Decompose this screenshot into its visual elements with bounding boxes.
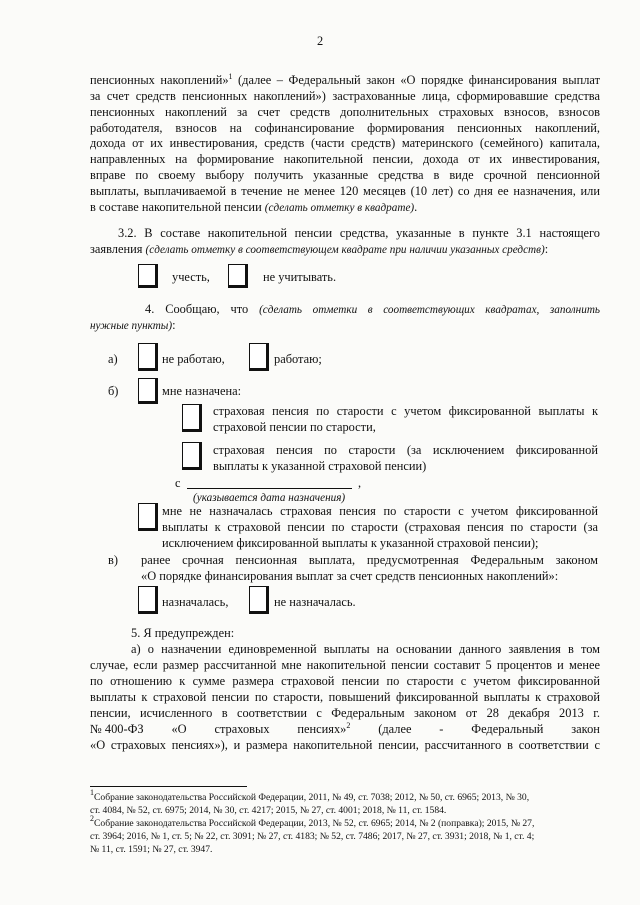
footnote-separator — [90, 786, 247, 787]
intro-line-4: работодателя, взносов на софинансирование формирования пенсионных накоплений, — [90, 121, 600, 135]
intro-line-6: направленных на формирование накопительной пенсии, дохода от их инвестирования, — [90, 152, 600, 166]
section-3-2-line-2: заявления (сделать отметку в соответствующем квадрате при наличии указанных средств): — [90, 242, 549, 256]
section-5-line-4: выплаты к страховой пенсии по старости, повышений фиксированной выплаты к страховой — [90, 690, 600, 704]
section-5-line-7: «О страховых пенсиях»), и размера накопительной пенсии, рассчитанного в соответствии с — [90, 738, 600, 752]
section-5-line-3: по отношению к сумме размера страховой пенсии по старости с учетом фиксированной — [90, 674, 600, 688]
footnote-2-line-2: ст. 3964; 2016, № 1, ст. 5; № 22, ст. 3091; № 27, ст. 4183; № 52, ст. 7486; 2017, № 27, ст. 3931; 2018, № 1, ст. 4; — [90, 831, 535, 842]
label-include: учесть, — [172, 270, 210, 284]
pension-without-fixed-line-2: выплаты к указанной страховой пенсии) — [213, 459, 427, 473]
checkbox-working[interactable] — [249, 343, 269, 371]
not-assigned-line-2: выплаты к страховой пенсии по старости (страховая пенсия по старости (за — [162, 520, 598, 534]
section-4-line-2: нужные пункты): — [90, 318, 176, 332]
date-hint: (указывается дата назначения) — [193, 492, 346, 504]
label-assigned: мне назначена: — [162, 384, 242, 398]
checkbox-was-assigned[interactable] — [138, 586, 158, 614]
label-not-include: не учитывать. — [263, 270, 337, 284]
intro-line-5: дохода от их инвестирования, средств (части средств) материнского (семейного) капитала, — [90, 136, 600, 150]
footnote-1-line-1: $^1$Собрание законодательства Российской Федерации, 2011, № 49, ст. 7038; 2012, № 50, ст. 6965; 2013, № 30, — [90, 788, 530, 803]
label-was-not-assigned: не назначалась. — [274, 595, 356, 609]
intro-line-7: вправе по своему выбору получить указанные средства в виде срочной пенсионной — [90, 168, 600, 182]
intro-line-2: за счет средств пенсионных накоплений») застрахованные лица, сформировавшие средства — [90, 89, 600, 103]
label-was-assigned: назначалась, — [162, 595, 229, 609]
checkbox-pension-with-fixed[interactable] — [182, 404, 202, 432]
page-number: 2 — [317, 34, 324, 48]
date-input[interactable] — [187, 474, 352, 489]
pension-without-fixed-line-1: страховая пенсия по старости (за исключением фиксированной — [213, 443, 598, 457]
intro-line-1: пенсионных накоплений»$^1$ (далее – Федеральный закон «О порядке финансирования выплат — [90, 72, 601, 87]
item-b-label: б) — [108, 384, 119, 398]
intro-line-8: выплаты, выплачиваемой в течение не менее 120 месяцев (10 лет) со дня ее назначения, или — [90, 184, 600, 198]
section-5-line-6: № 400-ФЗ «О страховых пенсиях»$^2$ (далее - Федеральный закон — [90, 721, 600, 736]
intro-line-3: пенсионных накоплений за счет средств дополнительных страховых взносов, взносов — [90, 105, 600, 119]
footnote-2-line-1: $^2$Собрание законодательства Российской Федерации, 2013, № 52, ст. 6965; 2014, № 2 (поправка); 2015, № 27, — [90, 814, 535, 829]
checkbox-not-working[interactable] — [138, 343, 158, 371]
checkbox-not-assigned[interactable] — [138, 503, 158, 531]
pension-with-fixed-line-1: страховая пенсия по старости с учетом фиксированной выплаты к — [213, 404, 598, 418]
section-5-line-1: а) о назначении единовременной выплаты на основании данного заявления в том — [131, 642, 600, 656]
checkbox-assigned[interactable] — [138, 378, 158, 404]
section-3-2-line-1: 3.2. В составе накопительной пенсии средства, указанные в пункте 3.1 настоящего — [118, 226, 600, 240]
section-5-line-5: пенсии, исчисленного в соответствии с Федеральным законом от 28 декабря 2013 г. — [90, 706, 600, 720]
not-assigned-line-3: исключением фиксированной выплаты к указанной страховой пенсии); — [162, 536, 539, 550]
item-v-line-1: ранее срочная пенсионная выплата, предусмотренная Федеральным законом — [141, 553, 598, 567]
item-v-line-2: «О порядке финансирования выплат за счет средств пенсионных накоплений»: — [141, 569, 559, 583]
item-v-label: в) — [108, 553, 118, 567]
label-not-working: не работаю, — [162, 352, 225, 366]
footnote-2-line-3: № 11, ст. 1591; № 27, ст. 3947. — [90, 844, 213, 855]
section-5-title: 5. Я предупрежден: — [131, 626, 235, 640]
checkbox-not-include[interactable] — [228, 264, 248, 288]
date-prefix: с — [175, 476, 181, 490]
label-working: работаю; — [274, 352, 322, 366]
date-suffix: , — [358, 476, 362, 490]
item-a-label: а) — [108, 352, 118, 366]
footnote-1-line-2: ст. 4084, № 52, ст. 6975; 2014, № 30, ст. 4217; 2015, № 27, ст. 4001; 2018, № 11, ст. 1584. — [90, 805, 447, 816]
checkbox-include[interactable] — [138, 264, 158, 288]
intro-line-9: в составе накопительной пенсии (сделать отметку в квадрате). — [90, 200, 418, 214]
not-assigned-line-1: мне не назначалась страховая пенсия по старости с учетом фиксированной — [162, 504, 598, 518]
checkbox-was-not-assigned[interactable] — [249, 586, 269, 614]
section-4-line-1: 4. Сообщаю, что (сделать отметки в соответствующих квадратах, заполнить — [145, 302, 600, 316]
pension-with-fixed-line-2: страховой пенсии по старости, — [213, 420, 376, 434]
checkbox-pension-without-fixed[interactable] — [182, 442, 202, 470]
section-5-line-2: случае, если размер рассчитанной мне накопительной пенсии составит 5 процентов и менее — [90, 658, 600, 672]
